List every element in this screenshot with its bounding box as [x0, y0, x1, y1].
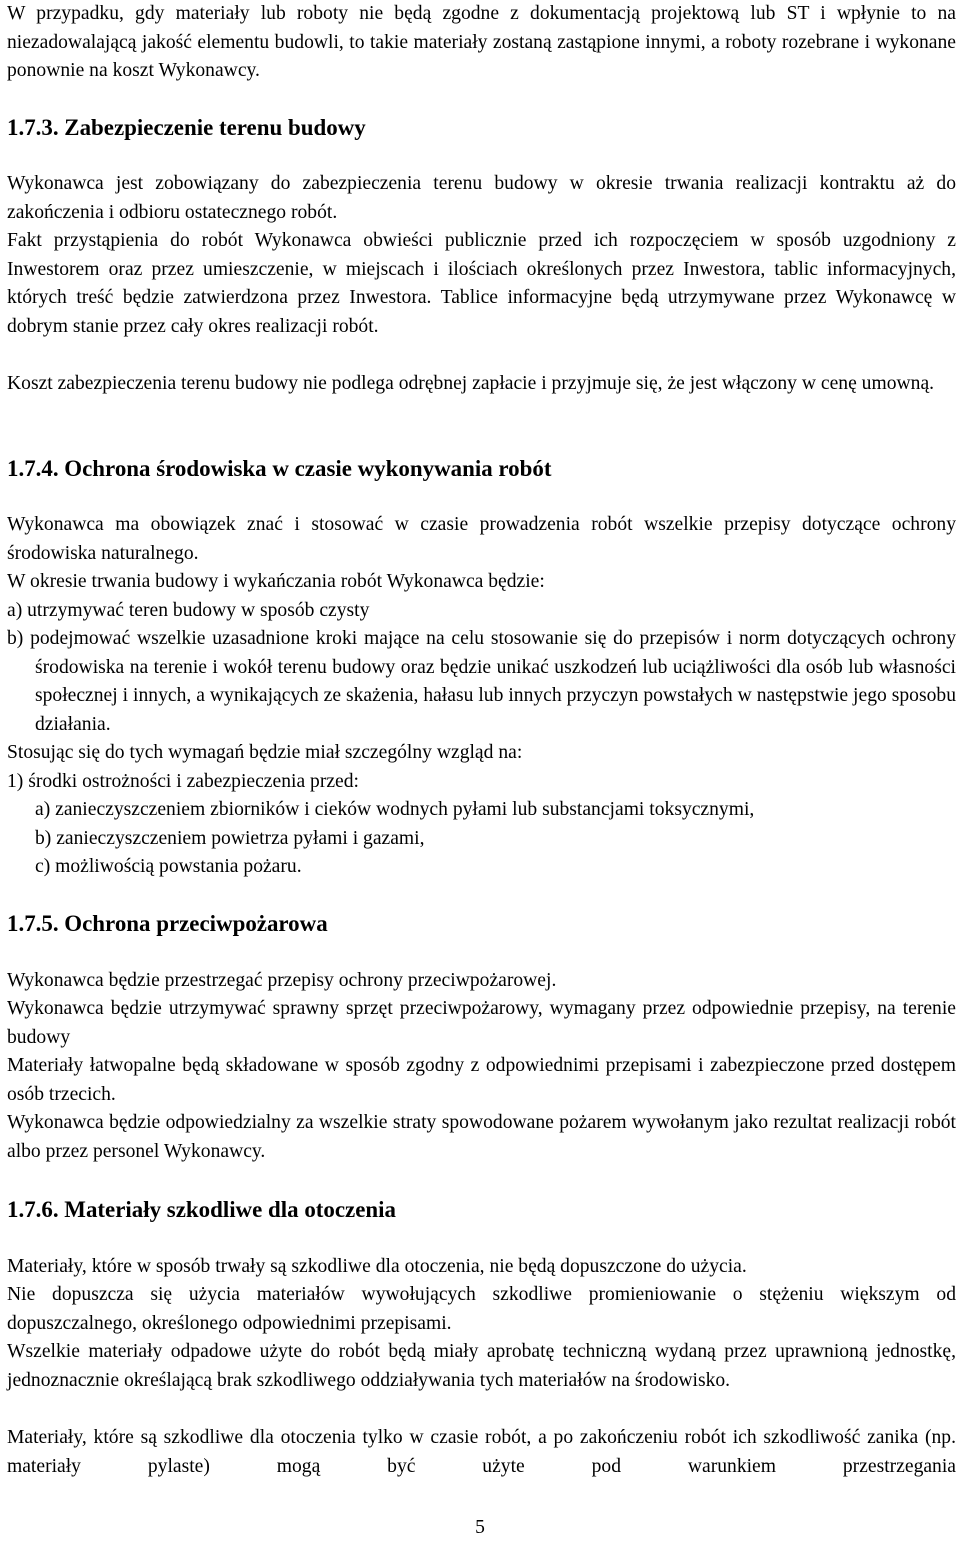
section-heading-1-7-3: 1.7.3. Zabezpieczenie terenu budowy — [7, 115, 366, 140]
list-item-1: 1) środki ostrożności i zabezpieczenia przed: — [7, 771, 359, 792]
s173-paragraph-2: Fakt przystąpienia do robót Wykonawca obwieści publicznie przed ich rozpoczęciem w sposób uzgodniony z Inwestorem oraz przez umieszczenie, w miejscach i ilościach określonych przez Inwestora, tablic informacyjnych, których treść będzie zatwierdzona przez Inwestora. Tablice informacyjne będą utrzymywane przez Wykonawcę w dobrym stanie przez cały okres realizacji robót. — [7, 230, 956, 337]
s176-paragraph-2: Nie dopuszcza się użycia materiałów wywołujących szkodliwe promieniowanie o stężeniu większym od dopuszczalnego, określonego odpowiednimi przepisami. — [7, 1284, 956, 1334]
s175-paragraph-1: Wykonawca będzie przestrzegać przepisy ochrony przeciwpożarowej. — [7, 970, 557, 991]
s175-paragraph-4: Wykonawca będzie odpowiedzialny za wszelkie straty spowodowane pożarem wywołanym jako rezultat realizacji robót albo przez personel Wykonawcy. — [7, 1112, 956, 1162]
section-heading-1-7-6: 1.7.6. Materiały szkodliwe dla otoczenia — [7, 1197, 396, 1222]
s176-paragraph-1: Materiały, które w sposób trwały są szkodliwe dla otoczenia, nie będą dopuszczone do użycia. — [7, 1256, 747, 1277]
s173-paragraph-3: Koszt zabezpieczenia terenu budowy nie podlega odrębnej zapłacie i przyjmuje się, że jest włączony w cenę umowną. — [7, 373, 935, 394]
sublist-item-a: a) zanieczyszczeniem zbiorników i cieków wodnych pyłami lub substancjami toksycznymi, — [35, 799, 755, 820]
list-item-a: a) utrzymywać teren budowy w sposób czysty — [7, 600, 370, 621]
s174-paragraph-1: Wykonawca ma obowiązek znać i stosować w czasie prowadzenia robót wszelkie przepisy dotyczące ochrony środowiska naturalnego. — [7, 514, 956, 564]
s174-paragraph-2: W okresie trwania budowy i wykańczania robót Wykonawca będzie: — [7, 571, 545, 592]
s175-paragraph-3: Materiały łatwopalne będą składowane w sposób zgodny z odpowiednimi przepisami i zabezpieczone przed dostępem osób trzecich. — [7, 1055, 956, 1105]
s176-paragraph-4: Materiały, które są szkodliwe dla otoczenia tylko w czasie robót, a po zakończeniu robót ich szkodliwość zanika (np. materiały pylaste) mogą być użyte pod warunkiem przestrzegania — [7, 1427, 956, 1477]
s174-paragraph-3: Stosując się do tych wymagań będzie miał szczególny wzgląd na: — [7, 742, 523, 763]
s175-paragraph-2: Wykonawca będzie utrzymywać sprawny sprzęt przeciwpożarowy, wymagany przez odpowiednie przepisy, na terenie budowy — [7, 998, 956, 1048]
intro-paragraph: W przypadku, gdy materiały lub roboty nie będą zgodne z dokumentacją projektową lub ST i wpłynie to na niezadowalającą jakość elementu budowli, to takie materiały zostaną zastąpione innymi, a roboty rozebrane i wykonane ponownie na koszt Wykonawcy. — [7, 3, 956, 82]
s176-paragraph-3: Wszelkie materiały odpadowe użyte do robót będą miały aprobatę techniczną wydaną przez uprawnioną jednostkę, jednoznacznie określającą brak szkodliwego oddziaływania tych materiałów na środowisko. — [7, 1341, 956, 1391]
s173-paragraph-1: Wykonawca jest zobowiązany do zabezpieczenia terenu budowy w okresie trwania realizacji kontraktu aż do zakończenia i odbioru ostatecznego robót. — [7, 173, 956, 223]
section-heading-1-7-4: 1.7.4. Ochrona środowiska w czasie wykonywania robót — [7, 456, 552, 481]
section-heading-1-7-5: 1.7.5. Ochrona przeciwpożarowa — [7, 911, 328, 936]
page-number: 5 — [475, 1517, 485, 1538]
list-item-b: b) podejmować wszelkie uzasadnione kroki mające na celu stosowanie się do przepisów i norm dotyczących ochrony środowiska na terenie i wokół terenu budowy oraz będzie unikać uszkodzeń lub uciążliwości dla osób lub własności społecznej i innych, a wynikających ze skażenia, hałasu lub innych przyczyn powstałych w następstwie jego sposobu działania. — [7, 628, 956, 735]
sublist-item-b: b) zanieczyszczeniem powietrza pyłami i gazami, — [35, 828, 425, 849]
sublist-item-c: c) możliwością powstania pożaru. — [35, 856, 302, 877]
